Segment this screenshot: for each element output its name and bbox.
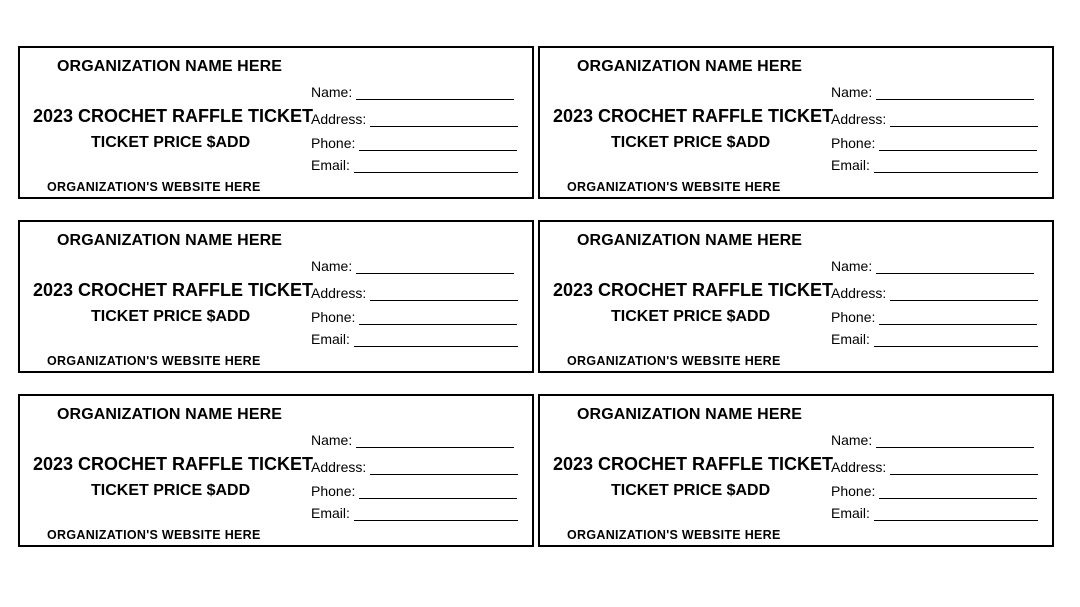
email-blank-line[interactable] xyxy=(354,332,518,347)
phone-field[interactable] xyxy=(311,309,517,325)
raffle-ticket-1 xyxy=(18,46,534,199)
address-label: Address: xyxy=(311,111,367,127)
address-blank-line[interactable] xyxy=(370,460,518,475)
raffle-title: 2023 CROCHET RAFFLE TICKET xyxy=(33,106,314,126)
email-field[interactable] xyxy=(831,157,1038,173)
email-blank-line[interactable] xyxy=(874,158,1038,173)
address-blank-line[interactable] xyxy=(890,286,1038,301)
address-label: Address: xyxy=(311,285,367,301)
raffle-ticket-2 xyxy=(538,46,1054,199)
phone-blank-line[interactable] xyxy=(359,310,517,325)
organization-name: ORGANIZATION NAME HERE xyxy=(57,232,283,249)
name-label: Name: xyxy=(311,258,353,274)
organization-name: ORGANIZATION NAME HERE xyxy=(57,406,283,423)
address-blank-line[interactable] xyxy=(890,460,1038,475)
email-field[interactable] xyxy=(831,331,1038,347)
phone-blank-line[interactable] xyxy=(879,310,1037,325)
raffle-ticket-6 xyxy=(538,394,1054,547)
phone-label: Phone: xyxy=(311,483,356,499)
organization-name: ORGANIZATION NAME HERE xyxy=(577,232,803,249)
organization-website: ORGANIZATION'S WEBSITE HERE xyxy=(567,180,781,194)
ticket-price: TICKET PRICE $ADD xyxy=(611,134,771,151)
name-field[interactable] xyxy=(311,84,514,100)
organization-website: ORGANIZATION'S WEBSITE HERE xyxy=(47,528,261,542)
address-label: Address: xyxy=(831,285,887,301)
name-blank-line[interactable] xyxy=(876,433,1034,448)
raffle-ticket-4 xyxy=(538,220,1054,373)
email-blank-line[interactable] xyxy=(874,332,1038,347)
email-blank-line[interactable] xyxy=(874,506,1038,521)
name-label: Name: xyxy=(831,258,873,274)
phone-blank-line[interactable] xyxy=(879,484,1037,499)
email-label: Email: xyxy=(311,157,350,173)
phone-blank-line[interactable] xyxy=(879,136,1037,151)
address-label: Address: xyxy=(831,111,887,127)
address-field[interactable] xyxy=(831,459,1038,475)
name-label: Name: xyxy=(311,432,353,448)
name-blank-line[interactable] xyxy=(356,85,514,100)
raffle-title: 2023 CROCHET RAFFLE TICKET xyxy=(553,106,834,126)
ticket-price: TICKET PRICE $ADD xyxy=(91,482,251,499)
raffle-title: 2023 CROCHET RAFFLE TICKET xyxy=(553,454,834,474)
phone-blank-line[interactable] xyxy=(359,136,517,151)
phone-label: Phone: xyxy=(831,135,876,151)
name-label: Name: xyxy=(311,84,353,100)
email-blank-line[interactable] xyxy=(354,158,518,173)
phone-label: Phone: xyxy=(831,483,876,499)
raffle-ticket-5 xyxy=(18,394,534,547)
name-field[interactable] xyxy=(831,84,1034,100)
name-field[interactable] xyxy=(831,258,1034,274)
email-label: Email: xyxy=(831,331,870,347)
ticket-price: TICKET PRICE $ADD xyxy=(91,308,251,325)
address-label: Address: xyxy=(831,459,887,475)
ticket-price: TICKET PRICE $ADD xyxy=(611,482,771,499)
name-blank-line[interactable] xyxy=(356,259,514,274)
organization-name: ORGANIZATION NAME HERE xyxy=(577,58,803,75)
organization-website: ORGANIZATION'S WEBSITE HERE xyxy=(47,354,261,368)
name-label: Name: xyxy=(831,84,873,100)
organization-name: ORGANIZATION NAME HERE xyxy=(57,58,283,75)
address-blank-line[interactable] xyxy=(890,112,1038,127)
raffle-title: 2023 CROCHET RAFFLE TICKET xyxy=(33,454,314,474)
name-blank-line[interactable] xyxy=(876,85,1034,100)
name-label: Name: xyxy=(831,432,873,448)
organization-website: ORGANIZATION'S WEBSITE HERE xyxy=(567,528,781,542)
phone-field[interactable] xyxy=(831,483,1037,499)
ticket-price: TICKET PRICE $ADD xyxy=(611,308,771,325)
phone-label: Phone: xyxy=(831,309,876,325)
organization-website: ORGANIZATION'S WEBSITE HERE xyxy=(47,180,261,194)
phone-label: Phone: xyxy=(311,309,356,325)
address-blank-line[interactable] xyxy=(370,286,518,301)
email-field[interactable] xyxy=(311,331,518,347)
email-field[interactable] xyxy=(311,505,518,521)
raffle-ticket-sheet xyxy=(18,46,1054,548)
phone-field[interactable] xyxy=(311,483,517,499)
address-field[interactable] xyxy=(311,111,518,127)
address-blank-line[interactable] xyxy=(370,112,518,127)
phone-field[interactable] xyxy=(831,135,1037,151)
address-field[interactable] xyxy=(831,285,1038,301)
phone-field[interactable] xyxy=(831,309,1037,325)
address-label: Address: xyxy=(311,459,367,475)
phone-blank-line[interactable] xyxy=(359,484,517,499)
email-label: Email: xyxy=(311,331,350,347)
address-field[interactable] xyxy=(831,111,1038,127)
email-blank-line[interactable] xyxy=(354,506,518,521)
name-blank-line[interactable] xyxy=(876,259,1034,274)
email-label: Email: xyxy=(831,505,870,521)
email-field[interactable] xyxy=(311,157,518,173)
raffle-ticket-3 xyxy=(18,220,534,373)
organization-website: ORGANIZATION'S WEBSITE HERE xyxy=(567,354,781,368)
phone-label: Phone: xyxy=(311,135,356,151)
email-label: Email: xyxy=(311,505,350,521)
phone-field[interactable] xyxy=(311,135,517,151)
name-field[interactable] xyxy=(311,432,514,448)
address-field[interactable] xyxy=(311,459,518,475)
email-field[interactable] xyxy=(831,505,1038,521)
name-blank-line[interactable] xyxy=(356,433,514,448)
name-field[interactable] xyxy=(831,432,1034,448)
email-label: Email: xyxy=(831,157,870,173)
raffle-title: 2023 CROCHET RAFFLE TICKET xyxy=(553,280,834,300)
raffle-title: 2023 CROCHET RAFFLE TICKET xyxy=(33,280,314,300)
name-field[interactable] xyxy=(311,258,514,274)
ticket-price: TICKET PRICE $ADD xyxy=(91,134,251,151)
organization-name: ORGANIZATION NAME HERE xyxy=(577,406,803,423)
address-field[interactable] xyxy=(311,285,518,301)
